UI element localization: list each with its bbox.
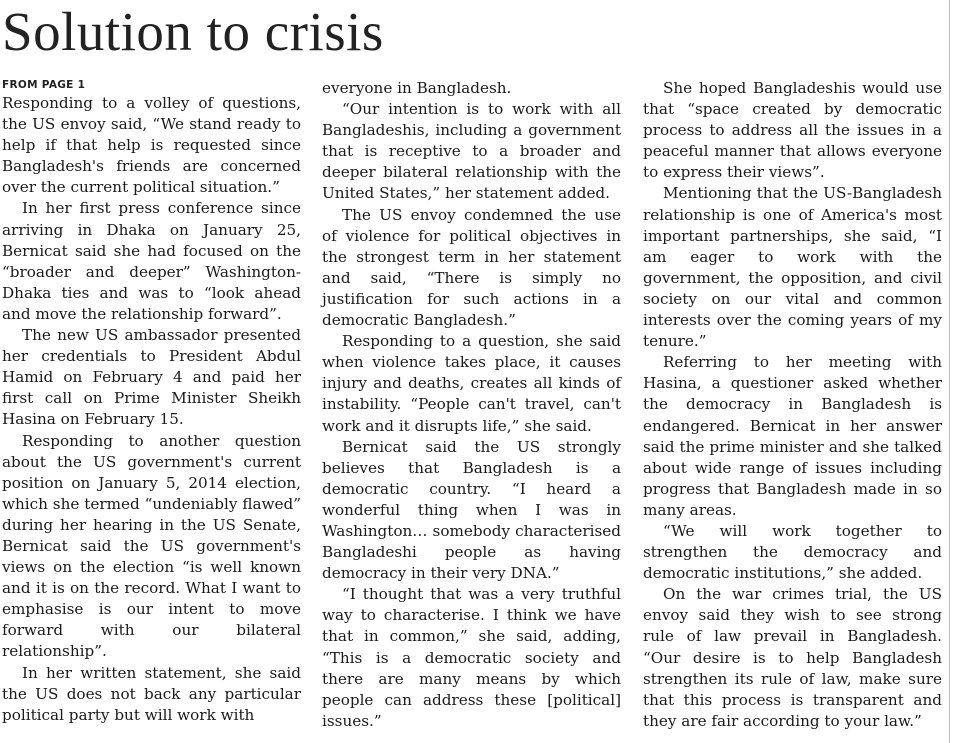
continuation-kicker: FROM PAGE 1 [2,79,86,91]
paragraph: Bernicat said the US strongly believes that Bangladesh is a democratic country. “I heard a wonderful thing when I was in Washington… somebody characterised Bangladeshi people as having democracy in their very DNA.” [322,437,621,583]
paragraph: On the war crimes trial, the US envoy said they wish to see strong rule of law prevail in Bangladesh. “Our desire is to help Bangladesh strengthen its rule of law, make sure that this process is transparent and they are fair according to your law.” [643,585,942,730]
paragraph: The new US ambassador presented her credentials to President Abdul Hamid on February 4 and paid her first call on Prime Minister Sheikh Hasina on February 15. [2,326,301,429]
headline: Solution to crisis [2,1,384,62]
paragraph: Responding to a volley of questions, the US envoy said, “We stand ready to help if that help is requested since Bangladesh's friends are concerned over the current political situation.” [2,94,301,197]
column-divider [949,0,950,743]
paragraph: Referring to her meeting with Hasina, a questioner asked whether the democracy in Bangladesh is endangered. Bernicat in her answer said the prime minister and she talked about wide range of issues including progress that Bangladesh made in so many areas. [643,353,942,519]
article-column-2 [322,78,621,732]
paragraph: Responding to another question about the US government's current position on January 5, 2014 election, which she termed “undeniably flawed” during her hearing in the US Senate, Bernicat said the US government's views on the election “is well known and it is on the record. What I want to emphasise is our intent to move forward with our bilateral relationship”. [2,431,301,661]
article-column-3 [643,78,942,732]
paragraph: She hoped Bangladeshis would use that “space created by democratic process to address all the issues in a peaceful manner that allows everyone to express their views”. [643,79,942,182]
paragraph: Responding to a question, she said when violence takes place, it causes injury and deaths, creates all kinds of instability. “People can't travel, can't work and it disrupts life,” she said. [322,332,621,435]
paragraph: Mentioning that the US-Bangladesh relationship is one of America's most important partnerships, she said, “I am eager to work with the government, the opposition, and civil society on our vital and common interests over the coming years of my tenure.” [643,184,942,351]
paragraph: In her first press conference since arriving in Dhaka on January 25, Bernicat said she had focused on the “broader and deeper” Washington-Dhaka ties and was to “look ahead and move the relationship forward”. [2,199,301,323]
paragraph: “Our intention is to work with all Bangladeshis, including a government that is receptive to a broader and deeper bilateral relationship with the United States,” her statement added. [322,100,621,203]
article-column-1 [2,78,301,726]
paragraph: In her written statement, she said the US does not back any particular political party but will work with [2,663,301,724]
paragraph: The US envoy condemned the use of violence for political objectives in the strongest term in her statement and said, “There is simply no justification for such actions in a democratic Bangladesh.” [322,205,621,330]
paragraph: “I thought that was a very truthful way to characterise. I think we have that in common,” she said, adding, “This is a democratic society and there are many means by which people can address these [political] issues.” [322,585,621,730]
paragraph: everyone in Bangladesh. [322,79,512,97]
paragraph: “We will work together to strengthen the democracy and democratic institutions,” she added. [643,521,942,583]
